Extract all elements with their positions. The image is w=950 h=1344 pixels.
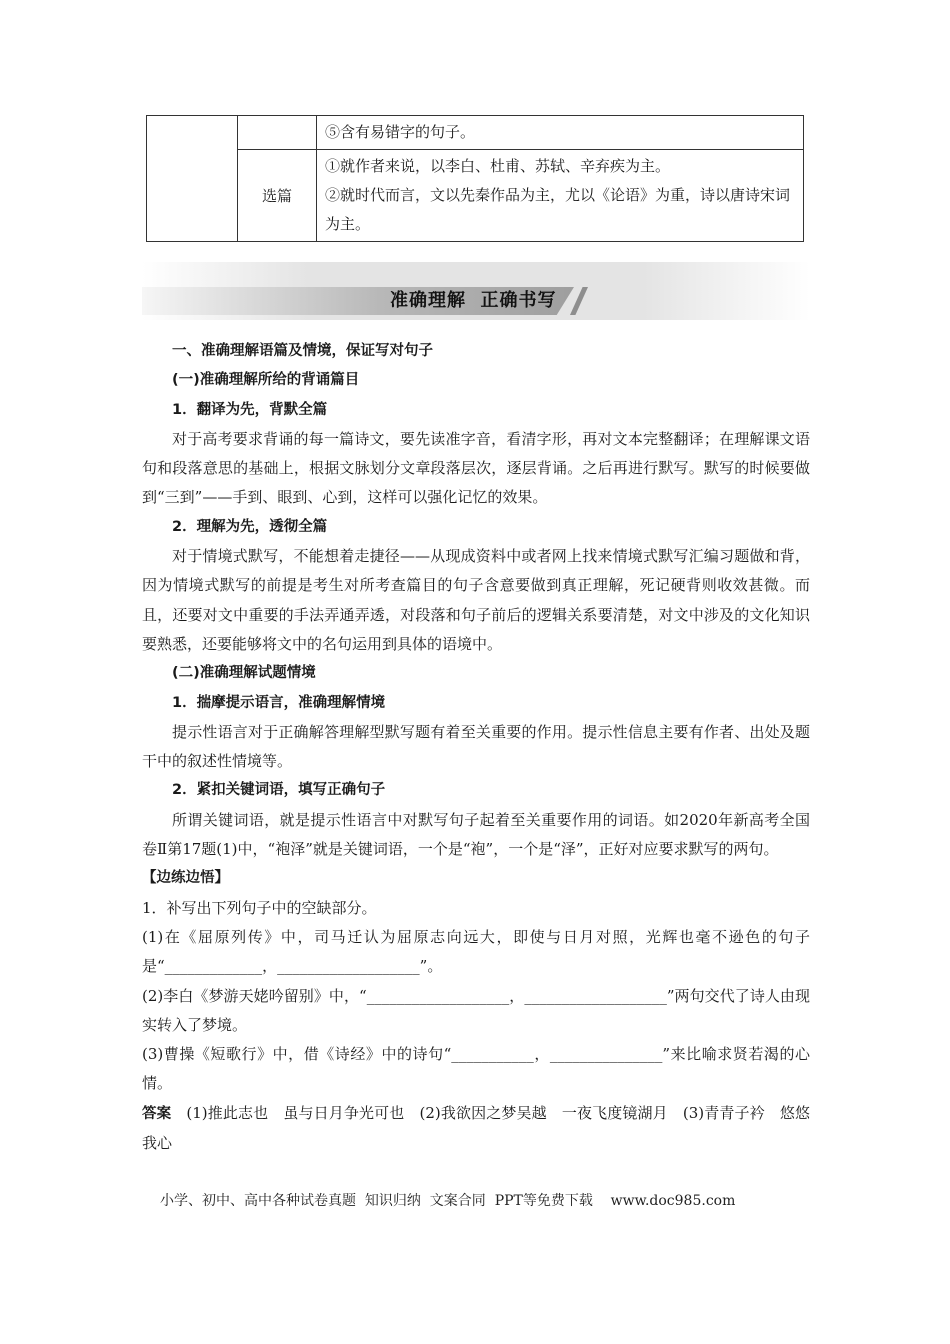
table-row bbox=[147, 150, 804, 242]
heading-1-1: (一)准确理解所给的背诵篇目 bbox=[172, 372, 360, 389]
question-item: (2)李白《梦游天姥吟留别》中，“___________________，___________________”两句交代了诗人由现实转入了梦境。 bbox=[142, 986, 810, 1034]
banner-title: 准确理解 正确书写 bbox=[390, 290, 557, 311]
question-item: (1)在《屈原列传》中，司马迁认为屈原志向远大，即使与日月对照，光辉也毫不逊色的句子是“_____________，___________________”。 bbox=[142, 927, 810, 976]
section-banner bbox=[142, 262, 810, 320]
table-cell-text bbox=[317, 150, 804, 242]
table-cell-label: 选篇 bbox=[238, 150, 317, 242]
table-cell-text: ⑤含有易错字的句子。 bbox=[317, 116, 804, 150]
table-line: ②就时代而言，文以先秦作品为主，尤以《论语》为重，诗以唐诗宋词为主。 bbox=[325, 186, 791, 233]
heading-1: 一、准确理解语篇及情境，保证写对句子 bbox=[172, 343, 433, 359]
table-line: ①就作者来说，以李白、杜甫、苏轼、辛弃疾为主。 bbox=[325, 157, 671, 175]
answer-label: 答案 bbox=[142, 1105, 172, 1122]
paragraph: 所谓关键词语，就是提示性语言中对默写句子起着至关重要作用的词语。如2020年新高考全国卷Ⅱ第17题(1)中，“袍泽”就是关键词语，一个是“袍”，一个是“泽”，正好对应要求默写的两句。 bbox=[142, 810, 810, 859]
main-content bbox=[142, 337, 810, 1158]
heading-1-1-2: 2．理解为先，透彻全篇 bbox=[172, 518, 328, 535]
footer-text: 小学、初中、高中各种试卷真题 知识归纳 文案合同 PPT等免费下载 www.doc985.com bbox=[160, 1193, 736, 1209]
paragraph: 提示性语言对于正确解答理解型默写题有着至关重要的作用。提示性信息主要有作者、出处及题干中的叙述性情境等。 bbox=[142, 722, 810, 771]
paragraph: 对于情境式默写，不能想着走捷径——从现成资料中或者网上找来情境式默写汇编习题做和背，因为情境式默写的前提是考生对所考查篇目的句子含意要做到真正理解，死记硬背则收效甚微。而且，还要对文中重要的手法弄通弄透，对段落和句子前后的逻辑关系要清楚，对文中涉及的文化知识要熟悉，还要能够将文中的名句运用到具体的语境中。 bbox=[142, 547, 810, 653]
question-intro: 1．补写出下列句子中的空缺部分。 bbox=[142, 898, 377, 917]
criteria-table bbox=[146, 115, 804, 242]
answer bbox=[142, 1099, 810, 1159]
answer-text: (1)推此志也 虽与日月争光可也 (2)我欲因之梦吴越 一夜飞度镜湖月 (3)青青子衿 悠悠我心 bbox=[142, 1103, 810, 1153]
heading-1-2: (二)准确理解试题情境 bbox=[172, 665, 316, 682]
heading-1-2-1: 1．揣摩提示语言，准确理解情境 bbox=[172, 694, 386, 711]
heading-1-1-1: 1．翻译为先，背默全篇 bbox=[172, 401, 328, 418]
exercise-label: 【边练边悟】 bbox=[142, 870, 229, 887]
paragraph: 对于高考要求背诵的每一篇诗文，要先读准字音，看清字形，再对文本完整翻译；在理解课文语句和段落意思的基础上，根据文脉划分文章段落层次，逐层背诵。之后再进行默写。默写的时候要做到“三到”——手到、眼到、心到，这样可以强化记忆的效果。 bbox=[142, 429, 810, 507]
heading-1-2-2: 2．紧扣关键词语，填写正确句子 bbox=[172, 782, 386, 799]
question-item: (3)曹操《短歌行》中，借《诗经》中的诗句“___________，_______________”来比喻求贤若渴的心情。 bbox=[142, 1045, 810, 1093]
table-cell-empty bbox=[147, 116, 238, 242]
table-cell-empty bbox=[238, 116, 317, 150]
table-row bbox=[147, 116, 804, 150]
